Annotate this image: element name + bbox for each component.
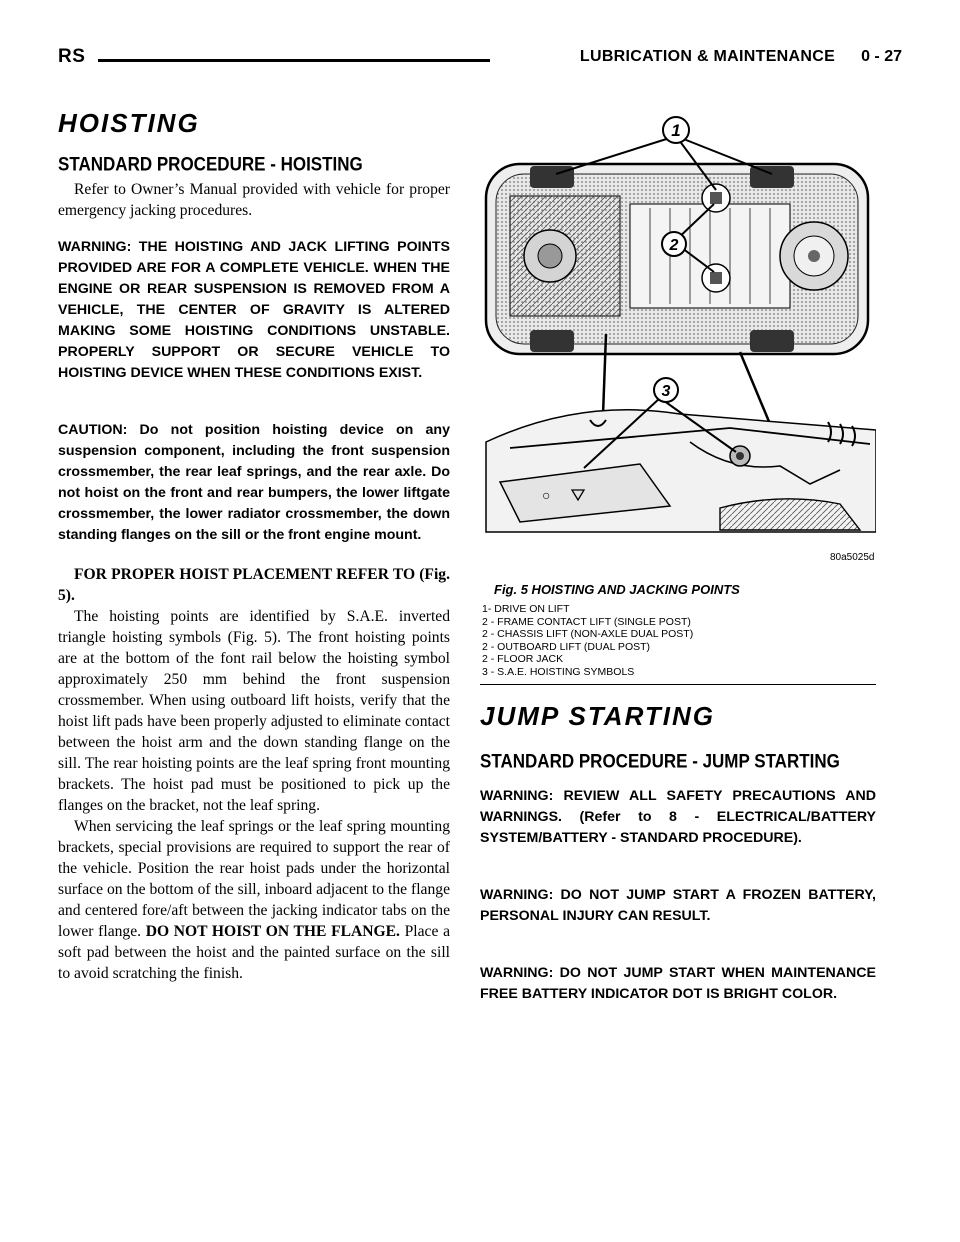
jump-starting-title: JUMP STARTING <box>480 701 715 731</box>
header-right <box>580 48 902 66</box>
figure-id-label: 80a5025d <box>830 552 875 563</box>
legend-item: 1- DRIVE ON LIFT <box>482 603 570 615</box>
hoisting-symbol-circle: ○ <box>542 487 551 503</box>
leaf-spring-text-b: Place a soft pad between the hoist and the painted surface on the sill to avoid scratching the finish. <box>58 923 450 982</box>
hoisting-title: HOISTING <box>58 108 200 138</box>
legend-item: 2 - CHASSIS LIFT (NON-AXLE DUAL POST) <box>482 628 694 640</box>
left-column <box>58 108 450 984</box>
hoisting-caution: CAUTION: Do not position hoisting device on any suspension component, including the front suspension crossmember, the rear leaf springs, and the rear axle. Do not hoist on the front and rear bumpers, the lower liftgate crossmember, the lower radiator crossmember, the down standing flanges on the sill or the front engine mount. <box>58 422 450 543</box>
header-rule <box>98 59 490 62</box>
legend-item: 3 - S.A.E. HOISTING SYMBOLS <box>482 665 635 678</box>
leaf-spring-paragraph <box>58 816 450 984</box>
callout-3-label: 3 <box>661 383 671 400</box>
jump-warning-3: WARNING: DO NOT JUMP START WHEN MAINTENANCE FREE BATTERY INDICATOR DOT IS BRIGHT COLOR. <box>480 965 876 1002</box>
hoisting-points-paragraph: The hoisting points are identified by S.A.E. inverted triangle hoisting symbols (Fig. 5). The front hoisting points are at the bottom of the font rail below the hoisting symbol approximately 250 mm behind the front suspension crossmember. When using outboard lift hoists, verify that the hoist lift pads have been properly adjusted to eliminate contact between the hoist arm and the down standing flange on the sill. The rear hoisting points are the leaf spring front mounting brackets. The hoist pad must be positioned to pick up the flanges on the bracket, not the leaf spring. <box>58 608 450 814</box>
jump-warning-1: WARNING: REVIEW ALL SAFETY PRECAUTIONS AND WARNINGS. (Refer to 8 - ELECTRICAL/BATTERY SYSTEM/BATTERY - STANDARD PROCEDURE). <box>480 788 876 846</box>
vehicle-underbody-illustration <box>480 112 876 572</box>
right-column <box>480 112 876 1005</box>
callout-2-label: 2 <box>669 237 679 254</box>
jump-starting-subtitle: STANDARD PROCEDURE - JUMP STARTING <box>480 750 840 772</box>
hoisting-warning: WARNING: THE HOISTING AND JACK LIFTING POINTS PROVIDED ARE FOR A COMPLETE VEHICLE. WHEN THE ENGINE OR REAR SUSPENSION IS REMOVED FROM A VEHICLE, THE CENTER OF GRAVITY IS ALTERED MAKING SOME HOISTING CONDITIONS UNSTABLE. PROPERLY SUPPORT OR SECURE VEHICLE TO HOISTING DEVICE WHEN THESE CONDITIONS EXIST. <box>58 239 450 381</box>
legend-item: 2 - OUTBOARD LIFT (DUAL POST) <box>482 640 651 653</box>
figure-legend <box>482 603 876 678</box>
figure-caption: Fig. 5 HOISTING AND JACKING POINTS <box>494 582 740 597</box>
hoisting-intro: Refer to Owner’s Manual provided with vehicle for proper emergency jacking procedures. <box>58 181 450 219</box>
model-code: RS <box>58 46 86 67</box>
vehicle-underside <box>486 164 868 354</box>
section-title: LUBRICATION & MAINTENANCE <box>579 48 836 65</box>
hoist-placement-note: FOR PROPER HOIST PLACEMENT REFER TO (Fig. 5). <box>58 566 450 604</box>
page-header <box>58 44 902 74</box>
jump-warning-2: WARNING: DO NOT JUMP START A FROZEN BATTERY, PERSONAL INJURY CAN RESULT. <box>480 887 876 924</box>
hoisting-figure <box>480 112 876 572</box>
hoisting-subtitle: STANDARD PROCEDURE - HOISTING <box>58 153 363 175</box>
hoisting-symbol-detail <box>486 410 876 532</box>
leaf-spring-text-a: When servicing the leaf springs or the leaf spring mounting brackets, special provisions are required to support the rear of the vehicle. Position the rear hoist pads under the horizontal surface on the bottom of the sill, inboard adjacent to the flange and centered fore/aft between the jacking indicator tabs on the lower flange. <box>58 818 450 940</box>
figure-divider <box>480 684 876 685</box>
do-not-hoist-warning: DO NOT HOIST ON THE FLANGE. <box>145 923 400 940</box>
callout-1-label: 1 <box>671 121 681 140</box>
page-number: 0 - 27 <box>861 48 902 65</box>
legend-item: 2 - FRAME CONTACT LIFT (SINGLE POST) <box>482 615 691 628</box>
legend-item: 2 - FLOOR JACK <box>482 653 564 665</box>
